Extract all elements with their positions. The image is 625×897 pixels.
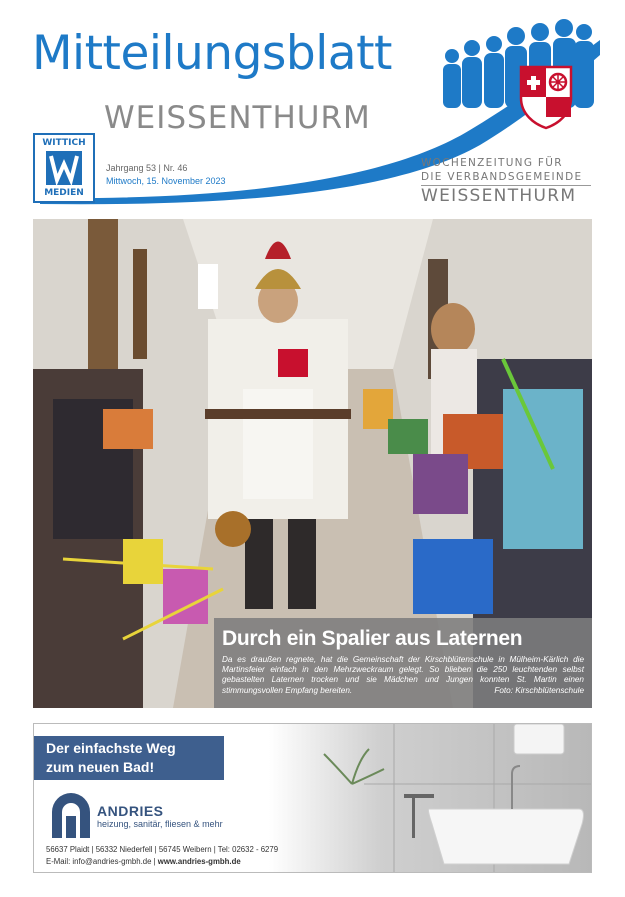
ad-tagline: heizung, sanitär, fliesen & mehr xyxy=(97,819,223,829)
weekly-line-3: WEISSENTHURM xyxy=(421,185,591,206)
ad-address: 56637 Plaidt | 56332 Niederfell | 56745 Weibern | Tel: 02632 - 6279 xyxy=(46,845,279,854)
weekly-line-1: WOCHENZEITUNG FÜR xyxy=(421,157,563,169)
weekly-line-2: DIE VERBANDSGEMEINDE xyxy=(421,171,583,183)
cover-caption xyxy=(214,618,592,708)
town-name: WEISSENTHURM xyxy=(104,100,371,136)
issue-number: Jahrgang 53 | Nr. 46 xyxy=(106,163,188,173)
cover-caption-body: Da es draußen regnete, hat die Gemeinschaft der Kirschblütenschule in Mülheim-Kärlich die Martinsfeier einfach in den Mehrzweckraum gelegt. So blieben die 250 leuchtenden selbst gebastelten Laternen trocken und sie Mädchen und Jungen konnten St. Martin einen stimmungsvollen Empfang bereiten. xyxy=(222,655,584,695)
issue-info xyxy=(106,162,226,188)
weekly-subtitle xyxy=(421,156,591,206)
advertisement-andries[interactable] xyxy=(33,723,592,873)
publisher-logo-bottom: MEDIEN xyxy=(44,188,84,198)
ad-website-link[interactable]: www.andries-gmbh.de xyxy=(157,857,241,866)
publisher-logo-top: WITTICH xyxy=(42,138,86,148)
ad-headline xyxy=(34,736,224,780)
ad-headline-line-1: Der einfachste Weg xyxy=(46,740,176,756)
publisher-logo xyxy=(33,133,95,203)
photo-credit: Foto: Kirschblütenschule xyxy=(494,685,584,695)
ad-brand-name: ANDRIES xyxy=(97,803,164,819)
issue-date: Mittwoch, 15. November 2023 xyxy=(106,176,226,186)
publisher-w-icon xyxy=(46,151,82,185)
cover-caption-text xyxy=(222,655,584,696)
ad-email: E-Mail: info@andries-gmbh.de | xyxy=(46,857,158,866)
newspaper-title: Mitteilungsblatt xyxy=(32,26,392,81)
andries-logo-icon xyxy=(48,790,94,840)
ad-headline-line-2: zum neuen Bad! xyxy=(46,759,155,775)
masthead xyxy=(0,0,625,215)
cover-headline: Durch ein Spalier aus Laternen xyxy=(222,627,523,650)
municipal-coat-of-arms-icon xyxy=(518,64,574,130)
ad-contact xyxy=(46,856,241,868)
